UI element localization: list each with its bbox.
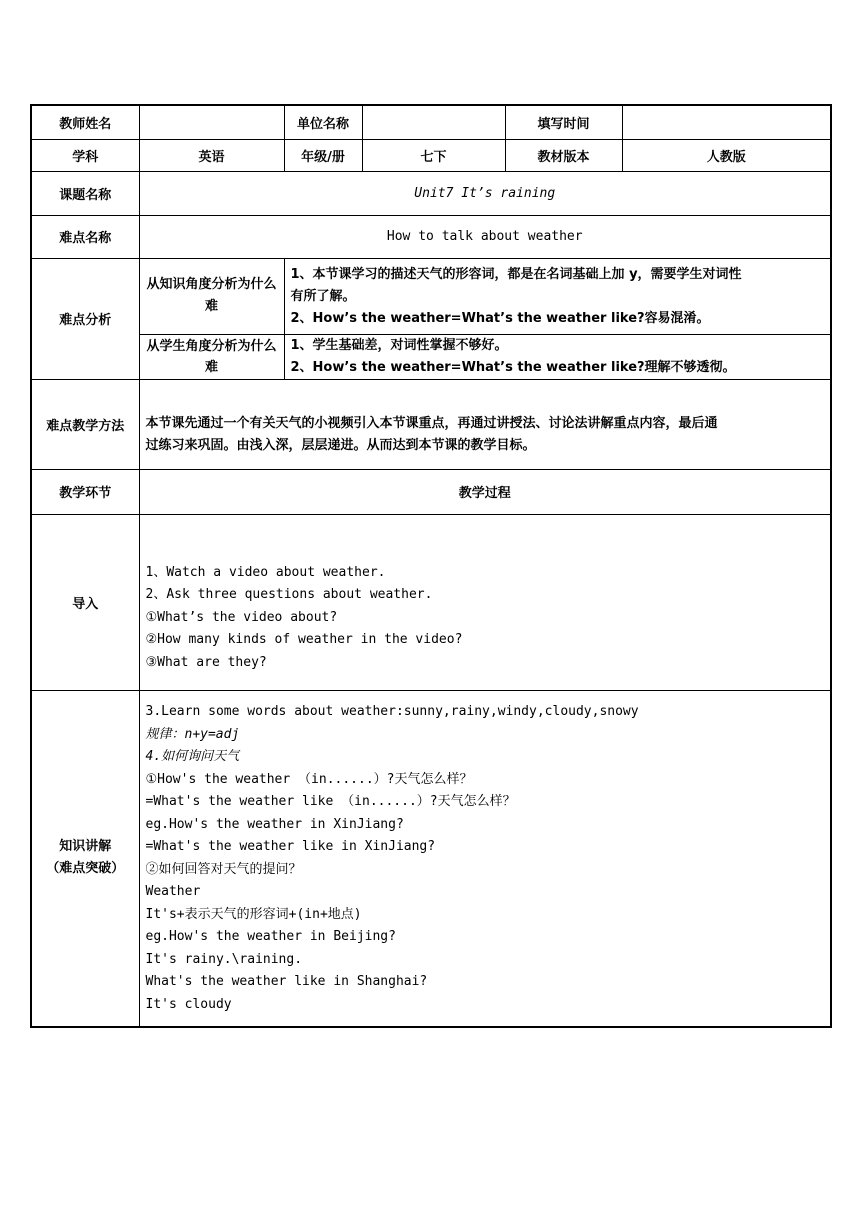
student-angle-line: 2、How’s the weather=What’s the weather like?理解不够透彻。	[290, 359, 736, 375]
difficulty-label: 难点名称	[31, 215, 139, 258]
row-analysis-student	[31, 334, 831, 379]
unit-name-label: 单位名称	[284, 105, 362, 139]
unit-name-field[interactable]	[362, 105, 505, 139]
intro-content	[139, 514, 831, 690]
knowledge-line: 规律：n+y=adj	[145, 726, 240, 742]
row-method	[31, 379, 831, 469]
intro-line: 2、Ask three questions about weather.	[145, 587, 433, 603]
subject-value: 英语	[139, 139, 284, 171]
lesson-plan-table	[30, 104, 832, 1028]
method-text	[139, 379, 831, 469]
knowledge-line: It's cloudy	[145, 996, 232, 1012]
analysis-label: 难点分析	[31, 258, 139, 379]
method-line: 本节课先通过一个有关天气的小视频引入本节课重点，再通过讲授法、讨论法讲解重点内容，最后通	[145, 416, 718, 431]
knowledge-line: What's the weather like in Shanghai?	[145, 974, 428, 990]
knowledge-line: 3.Learn some words about weather:sunny,rainy,windy,cloudy,snowy	[145, 704, 639, 720]
knowledge-line: eg.How's the weather in XinJiang?	[145, 816, 404, 832]
method-label: 难点教学方法	[31, 379, 139, 469]
fill-time-label: 填写时间	[505, 105, 622, 139]
teacher-name-label: 教师姓名	[31, 105, 139, 139]
knowledge-label-line1: 知识讲解	[59, 839, 112, 855]
row-teacher-info	[31, 105, 831, 139]
knowledge-line: ②如何回答对天气的提问？	[145, 861, 302, 877]
topic-label: 课题名称	[31, 171, 139, 215]
knowledge-angle-line: 2、How’s the weather=What’s the weather like?容易混淆。	[290, 311, 710, 326]
knowledge-angle-line: 1、本节课学习的描述天气的形容词，都是在名词基础上加 y，需要学生对词性	[290, 267, 742, 282]
row-subject-info	[31, 139, 831, 171]
row-topic	[31, 171, 831, 215]
knowledge-angle-label: 从知识角度分析为什么难	[139, 258, 284, 334]
knowledge-line: eg.How's the weather in Beijing?	[145, 929, 396, 945]
edition-label: 教材版本	[505, 139, 622, 171]
knowledge-angle-text	[284, 258, 831, 334]
knowledge-label-line2: （难点突破）	[46, 861, 125, 877]
method-line: 过练习来巩固。由浅入深，层层递进。从而达到本节课的教学目标。	[145, 438, 536, 453]
student-angle-line: 1、学生基础差，对词性掌握不够好。	[290, 337, 508, 353]
row-analysis-knowledge	[31, 258, 831, 334]
process-label: 教学过程	[139, 469, 831, 514]
stage-label: 教学环节	[31, 469, 139, 514]
intro-label: 导入	[31, 514, 139, 690]
fill-time-field[interactable]	[622, 105, 831, 139]
knowledge-angle-line: 有所了解。	[290, 289, 356, 304]
knowledge-line: ①How's the weather （in......）?天气怎么样？	[145, 771, 473, 787]
knowledge-content	[139, 690, 831, 1027]
row-process-header	[31, 469, 831, 514]
knowledge-label	[31, 690, 139, 1027]
knowledge-line: Weather	[145, 884, 201, 900]
difficulty-value: How to talk about weather	[139, 215, 831, 258]
intro-line: ①What’s the video about?	[145, 609, 338, 625]
row-intro	[31, 514, 831, 690]
knowledge-line: =What's the weather like （in......）?天气怎么样？	[145, 794, 516, 810]
row-knowledge	[31, 690, 831, 1027]
intro-line: 1、Watch a video about weather.	[145, 564, 386, 580]
grade-value: 七下	[362, 139, 505, 171]
knowledge-line: It's rainy.\raining.	[145, 951, 303, 967]
student-angle-label: 从学生角度分析为什么难	[139, 334, 284, 379]
intro-line: ③What are they?	[145, 654, 267, 670]
edition-value: 人教版	[622, 139, 831, 171]
knowledge-line: It's+表示天气的形容词+(in+地点)	[145, 906, 362, 922]
knowledge-line: 4.如何询问天气	[145, 749, 240, 765]
subject-label: 学科	[31, 139, 139, 171]
grade-label: 年级/册	[284, 139, 362, 171]
student-angle-text	[284, 334, 831, 379]
teacher-name-field[interactable]	[139, 105, 284, 139]
knowledge-line: =What's the weather like in XinJiang?	[145, 839, 436, 855]
row-difficulty	[31, 215, 831, 258]
topic-value: Unit7 It’s raining	[139, 171, 831, 215]
intro-line: ②How many kinds of weather in the video?	[145, 632, 463, 648]
